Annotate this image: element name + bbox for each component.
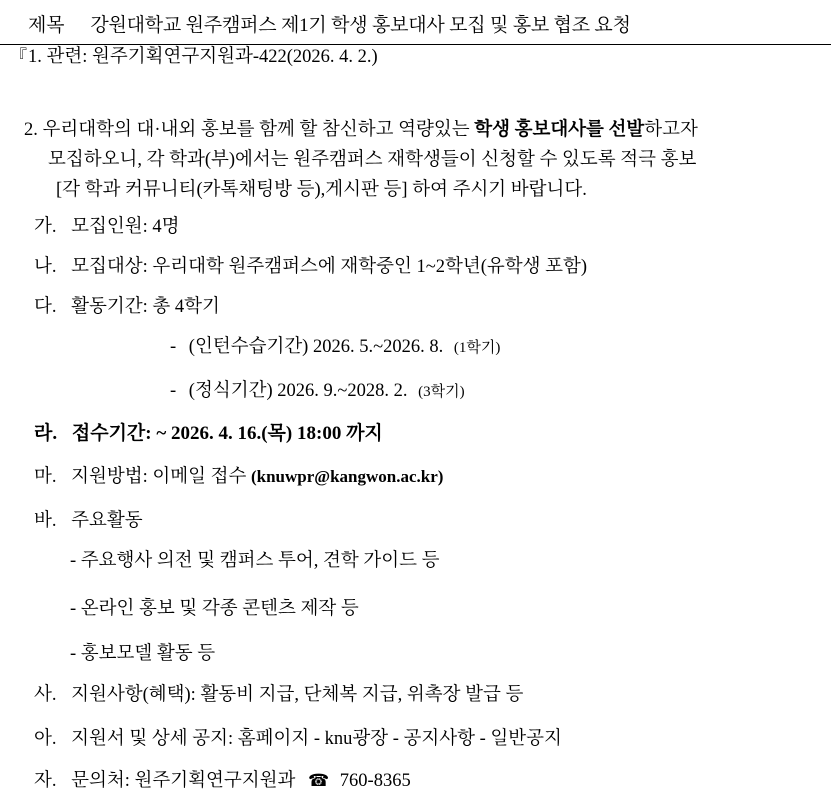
item-ba [34, 512, 143, 531]
item-ma-text: 지원방법: 이메일 접수 [71, 467, 247, 487]
item-1-related: 1. 관련: 원주기획연구지원과-422(2026. 4. 2.) [28, 47, 378, 67]
item-ma-label: 마. [34, 467, 57, 487]
item-na-text: 모집대상: 우리대학 원주캠퍼스에 재학중인 1~2학년(유학생 포함) [71, 257, 587, 277]
period-internship [170, 338, 500, 357]
item-2-paragraph [24, 116, 824, 206]
item-ah-label: 아. [34, 729, 57, 749]
item-ba-text: 주요활동 [71, 511, 143, 531]
item-ra-text: 접수기간: ~ 2026. 4. 16.(목) 18:00 까지 [71, 423, 383, 444]
item-da [34, 298, 220, 317]
item-2-line-1 [24, 116, 824, 146]
item-ra [34, 424, 383, 443]
activity-3: - 홍보모델 활동 등 [70, 644, 216, 664]
item-ja [34, 772, 411, 791]
item-ga-text: 모집인원: 4명 [71, 217, 180, 237]
item-na [34, 258, 587, 277]
activity-1: - 주요행사 의전 및 캠퍼스 투어, 견학 가이드 등 [70, 551, 440, 571]
item-ja-label: 자. [34, 771, 57, 791]
contact-phone: 760-8365 [339, 771, 411, 791]
item-da-label: 다. [34, 297, 57, 317]
item-sa-label: 사. [34, 685, 57, 705]
telephone-icon: ☎ [307, 771, 330, 790]
period-internship-text: (인턴수습기간) 2026. 5.~2026. 8. [188, 337, 444, 357]
item-2-line-2: 모집하오니, 각 학과(부)에서는 원주캠퍼스 재학생들이 신청할 수 있도록 적극 홍보 [48, 149, 697, 170]
item-ja-text: 문의처: 원주기획연구지원과 [71, 771, 296, 791]
item-2-line-3: [각 학과 커뮤니티(카톡채팅방 등),게시판 등] 하여 주시기 바랍니다. [56, 179, 587, 200]
item-sa [34, 686, 523, 705]
item-2-line-1-suffix: 하고자 [644, 120, 698, 140]
period-official-note: (3학기) [418, 384, 465, 400]
document-title-row [0, 0, 831, 37]
period-internship-dash: - [170, 337, 177, 357]
item-ga [34, 218, 180, 237]
item-2-line-1-bold: 학생 홍보대사를 선발 [474, 120, 645, 140]
contact-email: (knuwpr@kangwon.ac.kr) [250, 467, 444, 486]
item-da-text: 활동기간: 총 4학기 [71, 297, 220, 317]
item-ga-label: 가. [34, 217, 57, 237]
activity-2: - 온라인 홍보 및 각종 콘텐츠 제작 등 [70, 599, 359, 619]
item-ba-label: 바. [34, 511, 57, 531]
period-official-text: (정식기간) 2026. 9.~2028. 2. [188, 381, 408, 401]
period-internship-note: (1학기) [453, 340, 501, 356]
period-official-dash: - [170, 381, 177, 401]
period-official [170, 382, 465, 401]
item-na-label: 나. [34, 257, 57, 277]
item-ra-label: 라. [34, 423, 58, 444]
page-title: 강원대학교 원주캠퍼스 제1기 학생 홍보대사 모집 및 홍보 협조 요청 [90, 15, 631, 36]
title-divider [0, 44, 831, 45]
item-ah [34, 730, 562, 749]
item-ah-text: 지원서 및 상세 공지: 홈페이지 - knu광장 - 공지사항 - 일반공지 [71, 729, 562, 749]
item-ma [34, 468, 443, 487]
quote-open-mark: 『 [10, 47, 27, 66]
item-sa-text: 지원사항(혜택): 활동비 지급, 단체복 지급, 위촉장 발급 등 [71, 685, 524, 705]
title-label: 제목 [28, 15, 65, 36]
item-2-line-1-prefix: 2. 우리대학의 대·내외 홍보를 함께 할 참신하고 역량있는 [24, 120, 475, 140]
